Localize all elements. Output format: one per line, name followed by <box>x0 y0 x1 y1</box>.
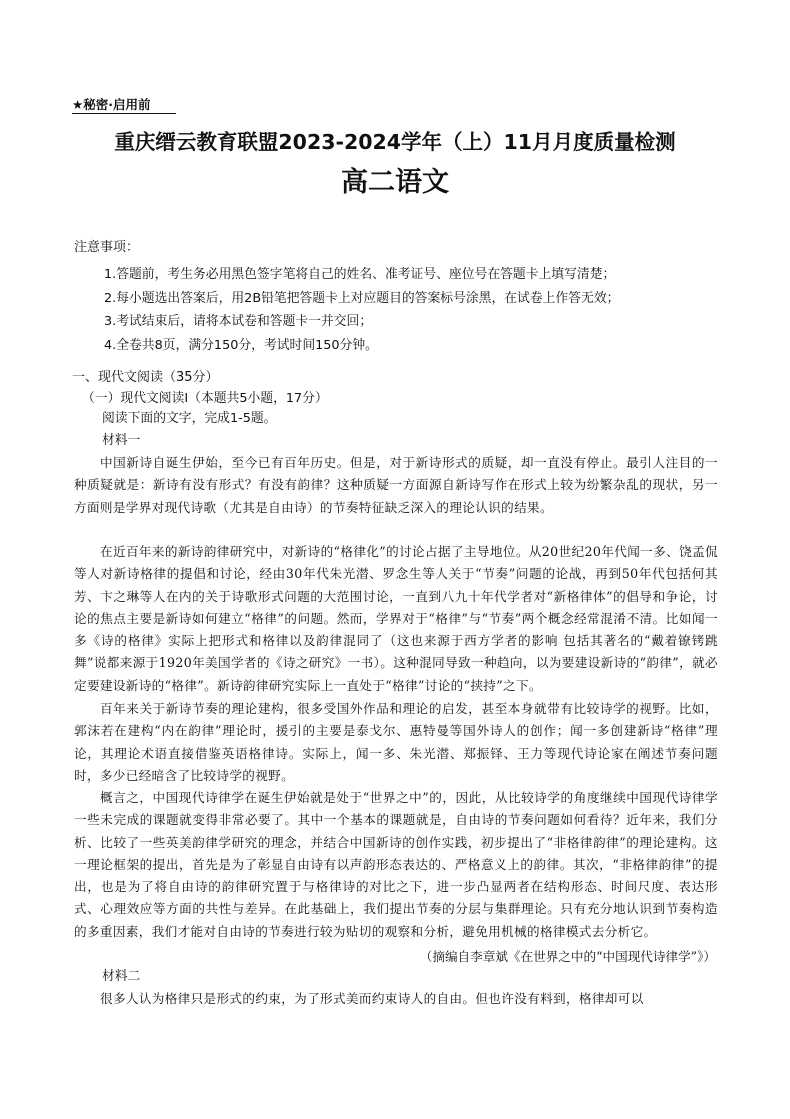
notice-item: 2.每小题选出答案后，用2B铅笔把答题卡上对应题目的答案标号涂黑，在试卷上作答无效； <box>104 290 620 306</box>
confidential-label: ★秘密·启用前 <box>72 97 151 112</box>
section-heading: 一、现代文阅读（35分） <box>72 370 219 385</box>
material-two-paragraph: 很多人认为格律只是形式的约束，为了形式美而约束诗人的自由。但也许没有料到，格律却可以 <box>100 991 644 1006</box>
notice-list <box>104 263 619 357</box>
reading-instruction: 阅读下面的文字，完成1-5题。 <box>102 411 277 426</box>
subject-title: 高二语文 <box>341 167 449 198</box>
material-one-paragraph: 在近百年来的新诗韵律研究中，对新诗的“格律化”的讨论占据了主导地位。从20世纪20年代闻一多、饶孟侃等人对新诗格律的提倡和讨论，经由30年代朱光潜、罗念生等人关于“节奏”问题的论战，再到50年代包括何其芳、卞之琳等人在内的关于诗歌形式问题的大范围讨论，一直到八九十年代学者对“新格律体”的倡导和争论，讨论的焦点主要是新诗如何建立“格律”的问题。然而，学界对于“格律”与“节奏”两个概念经常混淆不清。比如闻一多《诗的格律》实际上把形式和格律以及韵律混同了（这也来源于西方学者的影响 包括其著名的“戴着镣铐跳舞”说都来源于1920年美国学者的《诗之研究》一书）。这种混同导致一种趋向，以为要建设新诗的“韵律”，就必定要建设新诗的“格律”。新诗韵律研究实际上一直处于“格律”讨论的“挟持”之下。 <box>74 544 718 693</box>
material-one-source: （摘编自李章斌《在世界之中的“中国现代诗律学”》） <box>419 949 716 964</box>
notice-heading: 注意事项： <box>74 240 140 255</box>
material-one-label: 材料一 <box>102 433 141 448</box>
material-one-paragraph: 概言之，中国现代诗律学在诞生伊始就是处于“世界之中”的，因此，从比较诗学的角度继续中国现代诗律学一些未完成的课题就变得非常必要了。其中一个基本的课题就是，自由诗的节奏问题如何看待？近年来，我们分析、比较了一些英美韵律学研究的理念，并结合中国新诗的创作实践，初步提出了“非格律韵律”的理论建构。这一理论框架的提出，首先是为了彰显自由诗有以声韵形态表达的、严格意义上的韵律。其次，“非格律韵律”的提出，也是为了将自由诗的韵律研究置于与格律诗的对比之下，进一步凸显两者在结构形态、时间尺度、表达形式、心理效应等方面的共性与差异。在此基础上，我们提出节奏的分层与集群理论。只有充分地认识到节奏构造的多重因素，我们才能对自由诗的节奏进行较为贴切的观察和分析，避免用机械的格律模式去分析它。 <box>74 790 718 939</box>
material-one-paragraph: 中国新诗自诞生伊始，至今已有百年历史。但是，对于新诗形式的质疑，却一直没有停止。最引人注目的一种质疑就是：新诗有没有形式？有没有韵律？这种质疑一方面源自新诗写作在形式上较为纷繁杂乱的现状，另一方面则是学界对现代诗歌（尤其是自由诗）的节奏特征缺乏深入的理论认识的结果。 <box>74 455 718 515</box>
notice-item: 1.答题前，考生务必用黑色签字笔将自己的姓名、准考证号、座位号在答题卡上填写清楚； <box>104 267 616 282</box>
notice-item: 4.全卷共8页，满分150分，考试时间150分钟。 <box>104 337 378 353</box>
material-one-paragraph: 百年来关于新诗节奏的理论建构，很多受国外作品和理论的启发，甚至本身就带有比较诗学的视野。比如，郭沫若在建构“内在韵律”理论时，援引的主要是泰戈尔、惠特曼等国外诗人的创作；闻一多创建新诗“格律”理论，其理论术语直接借鉴英语格律诗。实际上，闻一多、朱光潜、郑振铎、王力等现代诗论家在阐述节奏问题时，多少已经暗含了比较诗学的视野。 <box>74 701 718 783</box>
notice-item: 3.考试结束后，请将本试卷和答题卡一并交回； <box>104 314 373 329</box>
confidential-underline <box>72 113 176 114</box>
exam-title: 重庆缙云教育联盟2023-2024学年（上）11月月度质量检测 <box>114 130 676 154</box>
material-two-label: 材料二 <box>102 969 141 984</box>
subsection-heading: （一）现代文阅读Ⅰ（本题共5小题，17分） <box>82 391 328 406</box>
